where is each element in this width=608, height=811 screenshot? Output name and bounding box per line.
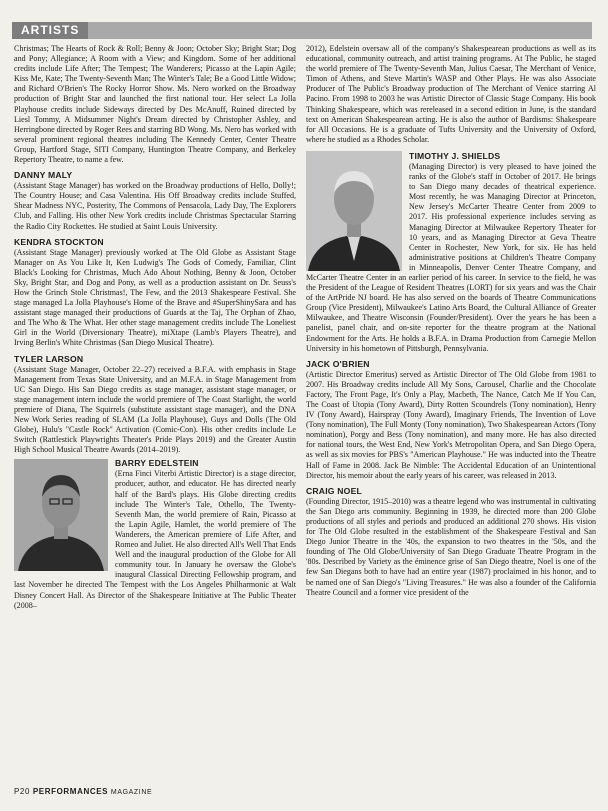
left-column <box>14 44 296 782</box>
bio-name-barry-edelstein: BARRY EDELSTEIN <box>115 458 199 469</box>
bio-name-jack-obrien: JACK O'BRIEN <box>306 358 370 369</box>
section-header-bar <box>12 22 592 39</box>
headshot-barry-edelstein <box>14 459 108 571</box>
bio-name-craig-noel: CRAIG NOEL <box>306 485 362 496</box>
headshot-timothy-shields <box>306 151 402 271</box>
bio-continuation: Christmas; The Hearts of Rock & Roll; Benny & Joon; October Sky; Bright Star; Dog and Pony; Allegiance; A Room with a View; and Kingdom. Some of her additional credits include Life After; The Tempest; The Wanderers; Picasso at the Lapin Agile; Kiss Me, Kate; The Twenty-Seventh Man; The Winter's Tale; Be a Good Little Widow; and Richard O'Brien's The Rocky Horror Show. Ms. Nero worked on the Broadway production of Bright Star and launched the first national tour. Her select La Jolla Playhouse credits include Sideways directed by Des McAnuff, Ruined directed by Liesl Tommy, A Midsummer Night's Dream directed by Christopher Ashley, and Herringbone directed by Roger Rees and starring BD Wong. Ms. Nero has worked with several prominent regional theatres including The Kennedy Center, Center Theatre Group, Hartford Stage, SITI Company, Huntington Theatre Company, and Berkeley Repertory Theatre, to name a few. <box>14 44 296 165</box>
bio-name-timothy-shields: TIMOTHY J. SHIELDS <box>409 150 501 161</box>
bio-text-jack-obrien: (Artistic Director Emeritus) served as Artistic Director of The Old Globe from 1981 to 2007. His Broadway credits include All My Sons, Carousel, Charlie and the Chocolate Factory, The Front Page, It's Only a Play, Macbeth, The Nance, Catch Me If You Can, The Coast of Utopia (Tony Award), Dirty Rotten Scoundrels (Tony nomination), Henry IV (Tony Award), Hairspray (Tony Award), Imaginary Friends, The Invention of Love (Tony nomination), The Full Monty (Tony nomination), Two Shakespearean Actors (Tony nomination), Porgy and Bess (Tony nomination), and many more. He has also directed for national tours, the West End, New York's Metropolitan Opera, and San Diego Opera, as well as six movies for PBS's "American Playhouse." He was inducted into the Theatre Hall of Fame in 2008. Jack Be Nimble: The Accidental Education of an Unintentional Director, his memoir about the early years of his career, was released in 2013. <box>306 369 596 480</box>
page-footer <box>14 787 152 796</box>
right-column <box>306 44 596 782</box>
bio-text-craig-noel: (Founding Director, 1915–2010) was a theatre legend who was instrumental in cultivating the San Diego arts community. Beginning in 1939, he directed more than 200 Globe productions of all styles and periods and produced an additional 270 shows. His vision for The Old Globe resulted in the establishment of the Shakespeare Festival and San Diego Junior Theatre in the '40s, the expansion to two theatres in the '50s, and the founding of The Old Globe/University of San Diego Graduate Theatre Program in the '80s. Described by Variety as the éminence grise of San Diego theatre, Noel is one of the few San Diegans both to have had an entire year (1987) proclaimed in his honor, and to be named one of San Diego's "Living Treasures." He was also a founder of the California Theatre Council and a former vice president of the <box>306 496 596 597</box>
bio-text-tyler-larson: (Assistant Stage Manager, October 22–27) received a B.F.A. with emphasis in Stage Management from Texas State University, and an M.F.A. in Stage Management from UC San Diego. His San Diego credits as stage manager, assistant stage manager, or stage management intern include the world premiere of The Coast Starlight, the world premiere of Diana, The Squirrels (substitute assistant stage manager), and the DNA New Work Series reading of SLAM (La Jolla Playhouse), Guys and Dolls (The Old Globe), Hulu's "Castle Rock" Activation (Comic-Con). His other credits include Le Switch (Rattlestick Playwrights Theater's Pride Plays 2019) and the Greater Austin High School Musical Theatre Awards (2014–2019). <box>14 364 296 455</box>
section-label: ARTISTS <box>12 22 88 39</box>
bio-text-barry-edelstein: (Erna Finci Viterbi Artistic Director) is a stage director, producer, author, and educator. He has directed nearly half of the Bard's plays. His Globe directing credits include The Winter's Tale, Othello, The Twenty-Seventh Man, the world premiere of Rain, Picasso at the Lapin Agile, Hamlet, the world premiere of The Wanderers, the American premiere of Life After, and Romeo and Juliet. He also directed All's Well That Ends Well and the inaugural production of the Globe for All community tour. In January he oversaw the Globe's inaugural Classical Directing Fellowship program, and last November he directed The Tempest with the Los Angeles Philharmonic at Walt Disney Concert Hall. As Director of the Shakespeare Initiative at The Public Theater (2008– <box>14 469 296 610</box>
bio-text-timothy-shields: (Managing Director) is very pleased to have joined the ranks of the Globe's staff in October of 2017. He brings to San Diego many decades of theatrical experience. Most recently, he was Managing Director at Princeton, New Jersey's McCarter Theatre Center from 2009 to 2017. His professional experience includes serving as Managing Director at Milwaukee Repertory Theater for 10 years, and as Managing Director at Geva Theatre Center in Rochester, New York, for six. He has held administrative positions at Children's Theatre Company in Minneapolis, Denver Center Theatre Company, and McCarter Theatre Center in an earlier period of his career. In service to the field, he was the President of the League of Resident Theatres (LORT) for six years and was the Chair of the ArtPride NJ board. He has also served on the boards of Theatre Communications Group (Vice President), Milwaukee's Latino Arts Board, the Cultural Alliance of Greater Milwaukee, and Theatre Wisconsin (Founder/President). Over the years he has been a panelist, panel chair, and on-site reporter for the theatre program at the National Endowment for the Arts. He holds a B.F.A. in Drama Production from Carnegie Mellon University in his hometown of Pittsburgh, Pennsylvania. <box>306 161 596 353</box>
bio-text-kendra-stockton: (Assistant Stage Manager) previously worked at The Old Globe as Assistant Stage Manager on As You Like It, Ken Ludwig's The Gods of Comedy, Familiar, Clint Black's Looking for Christmas, Much Ado About Nothing, Benny & Joon, October Sky, Bright Star, and Dog and Pony, as well as a production assistant on Dr. Seuss's How the Grinch Stole Christmas!, The Few, and the 2013 Shakespeare Festival. She stage managed La Jolla Playhouse's Home of the Brave and #SuperShinySara and has assistant stage managed their productions of Guards at the Taj, The Orphan of Zhao, and The Who & The What. Her other stage management credits include The Loneliest Girl in the World (Diversionary Theatre), miXtape (Lamb's Players Theatre), and Irving Berlin's White Christmas (San Diego Musical Theatre). <box>14 247 296 348</box>
bio-text-danny-maly: (Assistant Stage Manager) has worked on the Broadway productions of Hello, Dolly!; The Country House; and Casa Valentina. His Off Broadway credits include Stuffed, Shear Madness NYC, Posterity, The Commons of Pensacola, Lady Day, The Explorers Club, and Falling. His other New York credits include Christmas Spectacular Starring the Radio City Rockettes. He studied at Saint Louis University. <box>14 181 296 231</box>
bio-name-kendra-stockton: KENDRA STOCKTON <box>14 236 104 247</box>
headshot-figure <box>306 151 402 271</box>
bio-name-tyler-larson: TYLER LARSON <box>14 353 84 364</box>
headshot-figure <box>14 459 108 571</box>
bio-name-danny-maly: DANNY MALY <box>14 170 73 181</box>
page-number: P20 <box>14 787 31 796</box>
magazine-suffix: MAGAZINE <box>110 789 153 796</box>
bio-continuation-barry-edelstein: 2012), Edelstein oversaw all of the company's Shakespearean productions as well as its educational, community outreach, and artist training programs. At The Public, he staged the world premiere of The Twenty-Seventh Man, Julius Caesar, The Merchant of Venice, Timon of Athens, and Steve Martin's WASP and Other Plays. He was also Associate Producer of The Public's Broadway production of The Merchant of Venice starring Al Pacino. From 1998 to 2003 he was Artistic Director of Classic Stage Company. His book Thinking Shakespeare, which was rereleased in a second edition in June, is the standard text on American Shakespearean acting. He is also the author of Bardisms: Shakespeare for All Occasions. He is a graduate of Tufts University and the University of Oxford, where he studied as a Rhodes Scholar. <box>306 44 596 144</box>
magazine-title: PERFORMANCES <box>32 787 109 796</box>
